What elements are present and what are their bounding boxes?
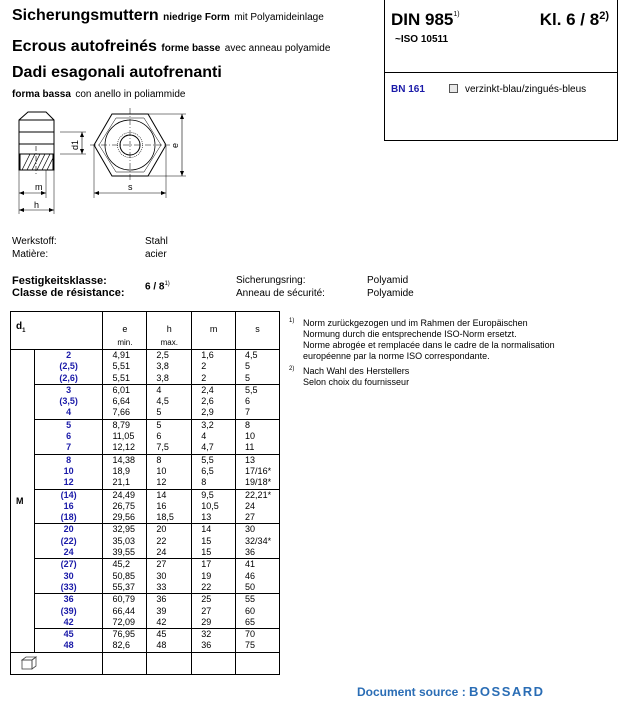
e-cell-value: 7,66 (112, 407, 130, 418)
s-cell-value: 4,5 (245, 350, 258, 360)
thread-size-cell-value: 3 (66, 384, 72, 395)
m-cell (192, 419, 236, 454)
thread-size-cell (34, 384, 103, 419)
finish-label: verzinkt-blau/zingués-bleus (465, 84, 587, 95)
thread-size-cell-value: 30 (63, 570, 74, 581)
thread-size-cell-value: 5 (66, 419, 72, 430)
footer-cell (103, 652, 147, 674)
classe-label: Classe de résistance: (12, 287, 125, 299)
table-row (11, 384, 280, 419)
iso-equivalent: ~ISO 10511 (395, 34, 449, 45)
s-cell-value: 5 (245, 361, 251, 372)
ring-fr-value: Polyamide (367, 288, 414, 299)
s-cell-value: 7 (245, 407, 251, 418)
e-cell-value: 66,44 (112, 605, 135, 616)
h-cell-value: 42 (156, 616, 167, 627)
m-cell (192, 350, 236, 385)
title-french (12, 39, 330, 55)
header-h: h max. (147, 312, 192, 350)
s-cell-value: 17/16* (245, 465, 272, 476)
m-cell-value: 25 (201, 594, 212, 605)
h-cell-value: 24 (156, 547, 167, 558)
thread-size-cell (34, 350, 103, 385)
m-cell-value: 29 (201, 616, 212, 627)
s-cell-value: 5,5 (245, 384, 258, 395)
finish-checkbox[interactable] (449, 84, 458, 93)
s-cell (236, 629, 280, 653)
table-row (11, 594, 280, 629)
h-cell (147, 350, 192, 385)
m-cell-value: 22 (201, 581, 212, 592)
e-cell-value: 45,2 (112, 559, 130, 570)
standard-box (384, 0, 618, 141)
werkstoff-label: Werkstoff: (12, 236, 57, 247)
m-cell (192, 489, 236, 524)
m-cell-value: 10,5 (201, 500, 219, 511)
s-cell (236, 350, 280, 385)
e-cell-value: 72,09 (112, 616, 135, 627)
m-cell-value: 4 (201, 431, 207, 442)
thread-size-cell-value: (39) (60, 605, 77, 616)
s-cell-value: 13 (245, 454, 256, 465)
s-cell-value: 60 (245, 605, 256, 616)
e-cell (103, 384, 147, 419)
table-row (11, 419, 280, 454)
header-s: s (236, 312, 280, 350)
m-cell (192, 384, 236, 419)
e-cell-value: 5,51 (112, 361, 130, 372)
s-cell-value: 27 (245, 512, 256, 523)
e-cell-value: 6,01 (112, 384, 130, 395)
h-cell-value: 36 (156, 594, 167, 605)
title-german-form: niedrige Form (163, 12, 230, 23)
m-cell-value: 2 (201, 372, 207, 383)
s-cell-value: 8 (245, 419, 251, 430)
s-cell-value: 36 (245, 547, 256, 558)
matiere-label: Matière: (12, 249, 49, 260)
bn-number: BN 161 (391, 84, 425, 95)
thread-size-cell-value: 24 (63, 547, 74, 558)
h-cell (147, 524, 192, 559)
s-cell (236, 524, 280, 559)
title-italian-sub (12, 85, 185, 101)
werkstoff-value: Stahl (145, 236, 168, 247)
m-cell (192, 629, 236, 653)
m-cell-value: 1,6 (201, 350, 214, 360)
dim-h-label: h (34, 200, 40, 210)
thread-size-cell (34, 489, 103, 524)
s-cell-value: 10 (245, 431, 256, 442)
thread-size-cell-value: 8 (66, 454, 72, 465)
table-footer-row (11, 652, 280, 674)
title-french-main: Ecrous autofreinés (12, 38, 157, 55)
header-m: m (192, 312, 236, 350)
footer-icon-cell (11, 652, 103, 674)
m-cell-value: 8 (201, 477, 207, 488)
package-icon (19, 655, 39, 671)
thread-size-cell-value: (18) (60, 512, 77, 523)
s-cell (236, 454, 280, 489)
s-cell-value: 75 (245, 640, 256, 651)
dim-e-label: e (170, 142, 180, 148)
m-cell (192, 524, 236, 559)
s-cell (236, 384, 280, 419)
h-cell (147, 419, 192, 454)
h-cell-value: 27 (156, 559, 167, 570)
e-cell (103, 419, 147, 454)
thread-size-cell (34, 454, 103, 489)
h-cell-value: 6 (156, 431, 162, 442)
h-cell-value: 8 (156, 454, 162, 465)
table-row (11, 559, 280, 594)
s-cell-value: 19/18* (245, 477, 272, 488)
thread-size-cell (34, 629, 103, 653)
s-cell-value: 65 (245, 616, 256, 627)
e-cell-value: 18,9 (112, 465, 130, 476)
title-italian-rest: con anello in poliammide (75, 89, 186, 100)
thread-size-cell-value: (3,5) (59, 396, 78, 407)
h-cell-value: 10 (156, 465, 167, 476)
h-cell (147, 489, 192, 524)
h-cell-value: 14 (156, 489, 167, 500)
h-cell-value: 3,8 (156, 361, 169, 372)
e-cell (103, 559, 147, 594)
e-cell-value: 14,38 (112, 454, 135, 465)
divider (385, 72, 617, 73)
s-cell-value: 11 (245, 442, 255, 453)
ring-de-value: Polyamid (367, 275, 409, 286)
thread-size-cell-value: 12 (63, 477, 74, 488)
nut-technical-drawing (0, 106, 200, 222)
s-cell-value: 70 (245, 629, 256, 640)
e-cell-value: 76,95 (112, 629, 135, 640)
thread-size-cell-value: 4 (66, 407, 72, 418)
class-value: 6 / 8$^{1)}$ (145, 281, 170, 293)
ring-de-label: Sicherungsring: (236, 275, 306, 286)
thread-size-cell-value: (2,6) (59, 372, 78, 383)
h-cell-value: 12 (156, 477, 167, 488)
thread-size-cell (34, 419, 103, 454)
strength-class: Kl. 6 / 8$^{2)}$ (539, 10, 609, 29)
dimensions-table (10, 311, 280, 675)
e-cell-value: 29,56 (112, 512, 135, 523)
m-cell-value: 2,4 (201, 384, 214, 395)
ring-fr-label: Anneau de sécurité: (236, 288, 325, 299)
header-d1: $d_1$ (11, 312, 103, 350)
header-e: e min. (103, 312, 147, 350)
e-cell (103, 594, 147, 629)
footnote-2: 2) Nach Wahl des Herstellers Selon choix du fournisseur (289, 366, 410, 387)
document-source (357, 684, 545, 699)
h-cell-value: 2,5 (156, 350, 169, 360)
top-view (90, 108, 186, 198)
matiere-value: acier (145, 249, 167, 260)
e-cell (103, 454, 147, 489)
s-cell (236, 559, 280, 594)
title-french-rest: avec anneau polyamide (224, 43, 331, 54)
h-cell-value: 39 (156, 605, 167, 616)
h-cell-value: 30 (156, 570, 167, 581)
m-cell-value: 5,5 (201, 454, 214, 465)
s-cell-value: 41 (245, 559, 256, 570)
m-cell-value: 19 (201, 570, 212, 581)
s-cell (236, 489, 280, 524)
title-italian-form: forma bassa (12, 89, 71, 100)
m-cell-value: 4,7 (201, 442, 214, 453)
din-number: DIN 985$^{1)}$ (391, 10, 460, 29)
table-row (11, 350, 280, 385)
h-cell-value: 7,5 (156, 442, 169, 453)
m-cell-value: 13 (201, 512, 212, 523)
m-cell-value: 14 (201, 524, 212, 535)
e-cell-value: 50,85 (112, 570, 135, 581)
e-cell (103, 524, 147, 559)
e-cell-value: 21,1 (112, 477, 130, 488)
table-row (11, 454, 280, 489)
h-cell-value: 22 (156, 535, 167, 546)
e-cell-value: 11,05 (112, 431, 135, 442)
e-cell-value: 32,95 (112, 524, 135, 535)
e-cell-value: 35,03 (112, 535, 135, 546)
e-cell-value: 12,12 (112, 442, 135, 453)
thread-size-cell-value: 7 (66, 442, 72, 453)
m-cell-value: 36 (201, 640, 212, 651)
m-cell-value: 15 (201, 535, 212, 546)
h-cell-value: 18,5 (156, 512, 174, 523)
s-cell (236, 594, 280, 629)
thread-size-cell-value: 42 (63, 616, 74, 627)
thread-size-cell-value: (2,5) (59, 361, 78, 372)
footnote-1: 1) Norm zurückgezogen und im Rahmen der Europäischen Normung durch die entsprechende ISO-Norm ersetzt. Norme abrogée et remplacée dans le cadre de la normalisation européenne par la norme ISO correspondante. (289, 318, 555, 361)
thread-size-cell-value: 6 (66, 431, 72, 442)
dim-s-label: s (128, 182, 133, 192)
thread-size-cell-value: 16 (63, 500, 74, 511)
footer-cell (236, 652, 280, 674)
m-cell-value: 27 (201, 605, 212, 616)
s-cell-value: 50 (245, 581, 256, 592)
thread-size-cell-value: (22) (60, 535, 77, 546)
h-cell (147, 559, 192, 594)
footer-cell (192, 652, 236, 674)
m-cell-value: 2,6 (201, 396, 214, 407)
e-cell-value: 82,6 (112, 640, 130, 651)
s-cell-value: 22,21* (245, 489, 272, 500)
e-cell-value: 24,49 (112, 489, 135, 500)
e-cell-value: 55,37 (112, 581, 135, 592)
brand-logo-text: BOSSARD (469, 684, 545, 699)
h-cell (147, 384, 192, 419)
m-cell (192, 454, 236, 489)
thread-size-cell-value: 20 (63, 524, 74, 535)
s-cell-value: 24 (245, 500, 256, 511)
m-cell (192, 594, 236, 629)
e-cell-value: 6,64 (112, 396, 130, 407)
footnotes (289, 318, 555, 392)
h-cell-value: 20 (156, 524, 167, 535)
thread-size-cell-value: 48 (63, 640, 74, 651)
m-cell-value: 2,9 (201, 407, 214, 418)
thread-size-cell-value: 45 (63, 629, 74, 640)
table-row (11, 629, 280, 653)
dim-m-label: m (35, 182, 43, 192)
m-cell-value: 32 (201, 629, 212, 640)
h-cell-value: 4,5 (156, 396, 169, 407)
m-cell-value: 15 (201, 547, 212, 558)
h-cell-value: 5 (156, 419, 162, 430)
s-cell-value: 30 (245, 524, 256, 535)
h-cell-value: 33 (156, 581, 167, 592)
thread-size-cell-value: (33) (60, 581, 77, 592)
e-cell-value: 8,79 (112, 419, 130, 430)
e-cell (103, 629, 147, 653)
m-cell-value: 9,5 (201, 489, 214, 500)
s-cell-value: 32/34* (245, 535, 272, 546)
m-cell (192, 559, 236, 594)
title-german (12, 8, 324, 24)
h-cell-value: 3,8 (156, 372, 169, 383)
table-header-row (11, 312, 280, 350)
h-cell-value: 16 (156, 500, 167, 511)
h-cell (147, 594, 192, 629)
title-german-main: Sicherungsmuttern (12, 7, 159, 24)
m-cell-value: 3,2 (201, 419, 214, 430)
title-italian-main: Dadi esagonali autofrenanti (12, 64, 222, 81)
thread-size-cell (34, 559, 103, 594)
e-cell (103, 350, 147, 385)
footer-cell (147, 652, 192, 674)
dim-d1-label: d1 (70, 139, 80, 150)
e-cell-value: 60,79 (112, 594, 135, 605)
thread-size-cell (34, 594, 103, 629)
h-cell (147, 454, 192, 489)
metric-prefix: M (11, 350, 35, 653)
s-cell (236, 419, 280, 454)
thread-size-cell-value: (27) (60, 559, 77, 570)
h-cell-value: 48 (156, 640, 167, 651)
side-view (19, 112, 86, 214)
thread-size-cell-value: 10 (63, 465, 74, 476)
m-cell-value: 17 (201, 559, 212, 570)
m-cell-value: 6,5 (201, 465, 214, 476)
e-cell-value: 5,51 (112, 372, 130, 383)
h-cell-value: 5 (156, 407, 162, 418)
m-cell-value: 2 (201, 361, 207, 372)
s-cell-value: 6 (245, 396, 251, 407)
festigkeit-label: Festigkeitsklasse: (12, 275, 107, 287)
e-cell (103, 489, 147, 524)
table-row (11, 489, 280, 524)
document-source-label: Document source : (357, 685, 466, 699)
table-body (11, 350, 280, 653)
h-cell-value: 45 (156, 629, 167, 640)
e-cell-value: 39,55 (112, 547, 135, 558)
s-cell-value: 46 (245, 570, 256, 581)
table-row (11, 524, 280, 559)
thread-size-cell-value: 2 (66, 350, 72, 360)
h-cell-value: 4 (156, 384, 162, 395)
thread-size-cell (34, 524, 103, 559)
title-french-form: forme basse (161, 43, 221, 54)
thread-size-cell-value: (14) (60, 489, 77, 500)
s-cell-value: 5 (245, 372, 251, 383)
e-cell-value: 4,91 (112, 350, 130, 360)
s-cell-value: 55 (245, 594, 256, 605)
title-german-rest: mit Polyamideinlage (234, 12, 324, 23)
thread-size-cell-value: 36 (63, 594, 74, 605)
e-cell-value: 26,75 (112, 500, 135, 511)
h-cell (147, 629, 192, 653)
